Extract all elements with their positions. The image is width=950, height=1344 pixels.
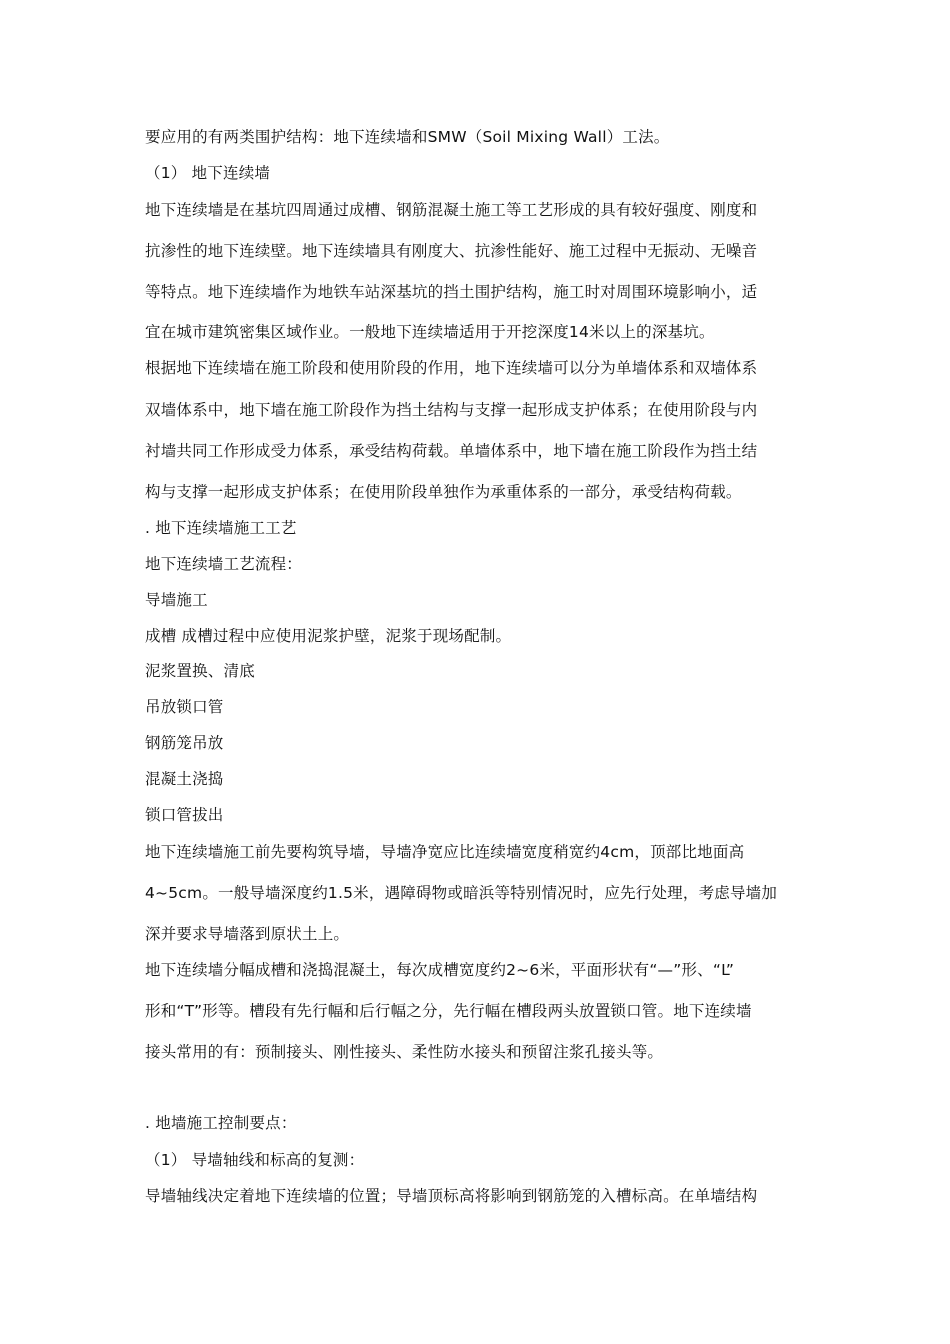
text-line: 宜在城市建筑密集区域作业。一般地下连续墙适用于开挖深度14米以上的深基坑。	[145, 323, 715, 341]
text-line: 地下连续墙工艺流程：	[145, 555, 303, 573]
text-line: 地下连续墙是在基坑四周通过成槽、钢筋混凝土施工等工艺形成的具有较好强度、刚度和	[145, 201, 758, 219]
text-line: 接头常用的有：预制接头、刚性接头、柔性防水接头和预留注浆孔接头等。	[145, 1043, 664, 1061]
text-line: 要应用的有两类围护结构：地下连续墙和SMW（Soil Mixing Wall）工法。	[145, 128, 670, 146]
text-line: 衬墙共同工作形成受力体系，承受结构荷载。单墙体系中，地下墙在施工阶段作为挡土结	[145, 442, 758, 460]
process-step: 混凝土浇捣	[145, 770, 224, 788]
text-line: 4~5cm。一般导墙深度约1.5米，遇障碍物或暗浜等特别情况时，应先行处理，考虑导墙加	[145, 884, 778, 902]
section-heading: . 地下连续墙施工工艺	[145, 519, 297, 537]
text-line: 导墙轴线决定着地下连续墙的位置；导墙顶标高将影响到钢筋笼的入槽标高。在单墙结构	[145, 1187, 758, 1205]
text-line: 地下连续墙施工前先要构筑导墙，导墙净宽应比连续墙宽度稍宽约4cm，顶部比地面高	[145, 843, 745, 861]
process-step: 钢筋笼吊放	[145, 734, 224, 752]
process-step: 泥浆置换、清底	[145, 662, 255, 680]
process-step: 吊放锁口管	[145, 698, 224, 716]
text-line: 构与支撑一起形成支护体系；在使用阶段单独作为承重体系的一部分，承受结构荷载。	[145, 483, 742, 501]
section-heading: （1） 地下连续墙	[145, 164, 271, 182]
text-line: 深并要求导墙落到原状土上。	[145, 925, 350, 943]
process-step: 导墙施工	[145, 591, 208, 609]
text-line: 双墙体系中，地下墙在施工阶段作为挡土结构与支撑一起形成支护体系；在使用阶段与内	[145, 401, 758, 419]
text-line: 抗渗性的地下连续壁。地下连续墙具有刚度大、抗渗性能好、施工过程中无振动、无噪音	[145, 242, 758, 260]
text-line: 等特点。地下连续墙作为地铁车站深基坑的挡土围护结构，施工时对周围环境影响小，适	[145, 283, 758, 301]
process-step: 成槽 成槽过程中应使用泥浆护壁，泥浆于现场配制。	[145, 627, 512, 645]
text-line: 根据地下连续墙在施工阶段和使用阶段的作用，地下连续墙可以分为单墙体系和双墙体系	[145, 359, 758, 377]
process-step: 锁口管拔出	[145, 806, 224, 824]
text-line: 形和“T”形等。槽段有先行幅和后行幅之分，先行幅在槽段两头放置锁口管。地下连续墙	[145, 1002, 752, 1020]
section-heading: （1） 导墙轴线和标高的复测：	[145, 1151, 365, 1169]
text-line: 地下连续墙分幅成槽和浇捣混凝土，每次成槽宽度约2~6米，平面形状有“—”形、“L”	[145, 961, 735, 979]
section-heading: . 地墙施工控制要点：	[145, 1114, 297, 1132]
